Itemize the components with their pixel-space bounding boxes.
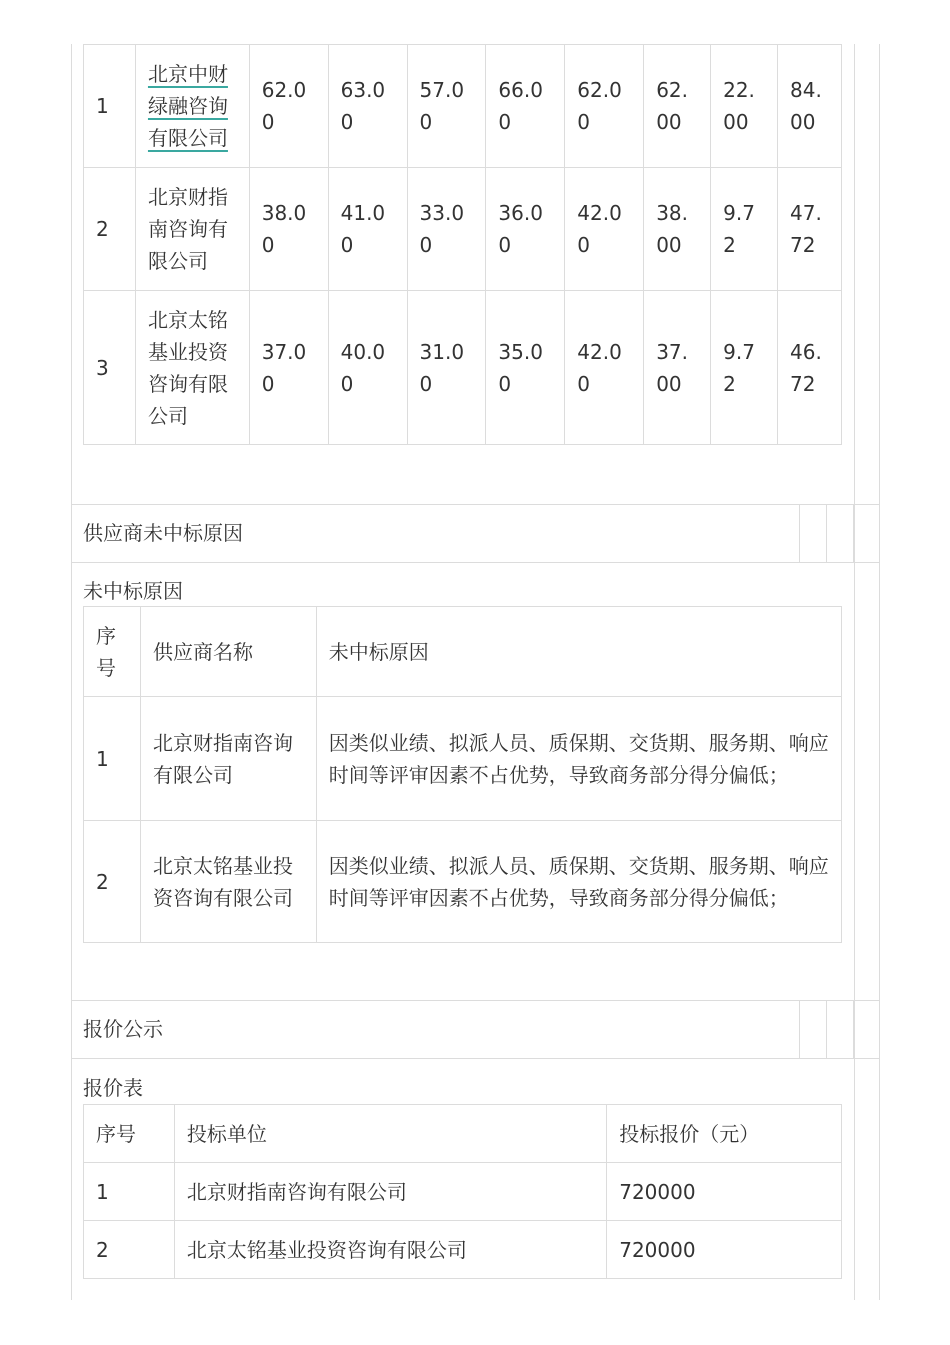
- supplier-name-cell: 北京财指南咨询有限公司: [140, 697, 316, 821]
- column-header: 序号: [84, 607, 141, 697]
- supplier-link[interactable]: 北京中财绿融咨询有限公司: [147, 62, 228, 150]
- score-cell: 62.00: [644, 45, 711, 168]
- supplier-name-cell: 北京财指南咨询有限公司: [135, 168, 249, 291]
- price-cell: 720000: [607, 1221, 842, 1279]
- frame-right-border: [879, 44, 880, 1300]
- table-header-row: [84, 607, 842, 697]
- subsection-label: 报价表: [83, 1076, 143, 1100]
- frame-left-border: [71, 44, 72, 1300]
- score-cell: 9.72: [711, 291, 778, 445]
- column-header: 投标报价（元）: [607, 1105, 842, 1163]
- score-cell: 62.00: [249, 45, 328, 168]
- supplier-name-cell[interactable]: [135, 45, 249, 168]
- score-cell: 63.00: [328, 45, 407, 168]
- score-cell: 38.00: [249, 168, 328, 291]
- score-cell: 38.00: [644, 168, 711, 291]
- header-divider: [826, 1001, 827, 1058]
- row-number: 3: [84, 291, 136, 445]
- price-table: [83, 1104, 842, 1279]
- reason-cell: 因类似业绩、拟派人员、质保期、交货期、服务期、响应时间等评审因素不占优势，导致商务部分得分偏低；: [316, 821, 841, 943]
- reason-table: [83, 606, 842, 943]
- row-number: 2: [84, 1221, 175, 1279]
- score-cell: 46.72: [778, 291, 842, 445]
- section-header-reason: [71, 504, 880, 563]
- bidder-cell: 北京财指南咨询有限公司: [174, 1163, 606, 1221]
- score-cell: 31.00: [407, 291, 486, 445]
- row-number: 2: [84, 821, 141, 943]
- supplier-name-cell: 北京太铭基业投资咨询有限公司: [135, 291, 249, 445]
- table-row: [84, 821, 842, 943]
- table-row: [84, 168, 842, 291]
- score-cell: 47.72: [778, 168, 842, 291]
- header-divider: [799, 1001, 800, 1058]
- header-divider: [853, 1001, 854, 1058]
- column-header: 未中标原因: [316, 607, 841, 697]
- score-cell: 33.00: [407, 168, 486, 291]
- score-cell: 22.00: [711, 45, 778, 168]
- score-cell: 66.00: [486, 45, 565, 168]
- score-cell: 35.00: [486, 291, 565, 445]
- column-header: 序号: [84, 1105, 175, 1163]
- column-header: 供应商名称: [140, 607, 316, 697]
- score-cell: 84.00: [778, 45, 842, 168]
- row-number: 1: [84, 697, 141, 821]
- row-number: 1: [84, 45, 136, 168]
- row-number: 2: [84, 168, 136, 291]
- score-cell: 42.00: [565, 168, 644, 291]
- column-header: 投标单位: [174, 1105, 606, 1163]
- score-cell: 37.00: [644, 291, 711, 445]
- row-number: 1: [84, 1163, 175, 1221]
- score-cell: 36.00: [486, 168, 565, 291]
- score-cell: 41.00: [328, 168, 407, 291]
- score-cell: 37.00: [249, 291, 328, 445]
- header-divider: [853, 505, 854, 562]
- supplier-name-cell: 北京太铭基业投资咨询有限公司: [140, 821, 316, 943]
- table-header-row: [84, 1105, 842, 1163]
- table-row: [84, 291, 842, 445]
- section-title: 供应商未中标原因: [83, 521, 243, 545]
- price-cell: 720000: [607, 1163, 842, 1221]
- score-cell: 9.72: [711, 168, 778, 291]
- score-table: [83, 44, 842, 445]
- table-row: [84, 697, 842, 821]
- table-row: [84, 45, 842, 168]
- table-row: [84, 1221, 842, 1279]
- score-cell: 42.00: [565, 291, 644, 445]
- score-cell: 40.00: [328, 291, 407, 445]
- subsection-label: 未中标原因: [83, 579, 183, 603]
- section-header-price: [71, 1000, 880, 1059]
- reason-cell: 因类似业绩、拟派人员、质保期、交货期、服务期、响应时间等评审因素不占优势，导致商务部分得分偏低；: [316, 697, 841, 821]
- header-divider: [826, 505, 827, 562]
- score-cell: 62.00: [565, 45, 644, 168]
- table-row: [84, 1163, 842, 1221]
- bidder-cell: 北京太铭基业投资咨询有限公司: [174, 1221, 606, 1279]
- score-cell: 57.00: [407, 45, 486, 168]
- frame-inner-border: [854, 44, 855, 1300]
- header-divider: [799, 505, 800, 562]
- section-title: 报价公示: [83, 1017, 163, 1041]
